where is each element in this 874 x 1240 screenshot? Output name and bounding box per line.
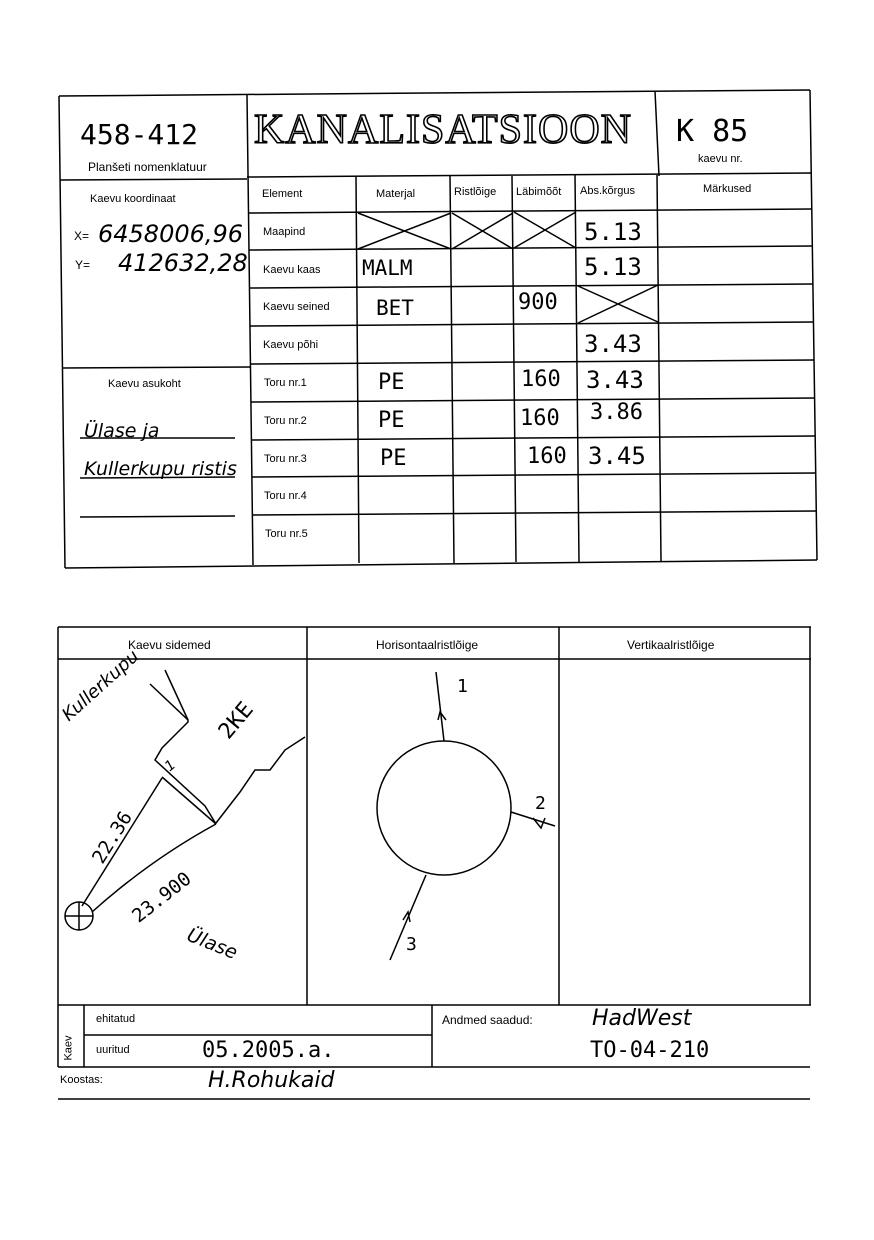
row-element: Kaevu põhi xyxy=(263,339,319,351)
built-label: ehitatud xyxy=(96,1013,136,1025)
row-material: BET xyxy=(376,296,414,320)
surveyed-label: uuritud xyxy=(96,1044,130,1056)
ties-label: Kaevu sidemed xyxy=(128,638,211,652)
location-line-1: Ülase ja Kullerkupu ristis xyxy=(84,420,237,480)
row-material: PE xyxy=(378,370,405,395)
pipe-number: 1 xyxy=(457,676,468,697)
col-header-cross-section: Ristlõige xyxy=(454,186,497,198)
data-source-reference: TO-04-210 xyxy=(590,1038,710,1063)
row-height: 3.86 xyxy=(590,400,643,425)
distance-2: 23.900 xyxy=(128,867,196,928)
row-element: Toru nr.1 xyxy=(264,377,307,389)
col-header-material: Materjal xyxy=(376,188,416,200)
row-diameter: 160 xyxy=(527,444,567,469)
vertical-section-label: Vertikaalristlõige xyxy=(627,638,715,652)
row-height: 5.13 xyxy=(584,253,642,281)
row-element: Toru nr.4 xyxy=(264,490,307,502)
row-diameter: 900 xyxy=(518,290,558,315)
coordinates-label: Kaevu koordinaat xyxy=(90,193,176,205)
y-label: Y= xyxy=(75,258,91,272)
row-element: Kaevu kaas xyxy=(263,264,321,276)
street-name-kullerkupu: Kullerkupu xyxy=(58,645,144,726)
horizontal-section-label: Horisontaalristlõige xyxy=(376,638,479,652)
col-header-notes: Märkused xyxy=(703,183,752,195)
y-value: 412632,28 xyxy=(118,249,248,277)
row-height: 3.43 xyxy=(586,366,644,394)
well-label: Kaev xyxy=(62,1035,75,1061)
x-label: X= xyxy=(74,229,90,243)
data-source-label: Andmed saadud: xyxy=(442,1013,533,1027)
col-header-diameter: Läbimõõt xyxy=(516,186,562,198)
row-element: Toru nr.3 xyxy=(264,453,307,465)
well-number-value: K 85 xyxy=(676,114,749,149)
pipe-number: 2 xyxy=(535,793,546,814)
page-title: KANALISATSIOON xyxy=(254,107,632,153)
distance-1: 22.36 xyxy=(88,807,137,868)
street-name-ulase: Ülase xyxy=(183,924,241,965)
well-number-label: kaevu nr. xyxy=(698,153,743,165)
row-material: PE xyxy=(378,408,405,433)
nomenclature-value: 458-412 xyxy=(80,118,199,151)
horizontal-section-drawing xyxy=(377,672,555,960)
row-height: 5.13 xyxy=(584,218,642,246)
row-height: 3.45 xyxy=(588,442,646,470)
sketch-mark: 1 xyxy=(161,757,180,775)
data-source-value: HadWest xyxy=(592,1006,692,1031)
row-element: Toru nr.2 xyxy=(264,415,307,427)
row-diameter: 160 xyxy=(521,367,561,392)
author-label: Koostas: xyxy=(60,1074,103,1086)
location-label: Kaevu asukoht xyxy=(108,378,181,390)
nomenclature-label: Planšeti nomenklatuur xyxy=(88,160,207,174)
row-height: 3.43 xyxy=(584,330,642,358)
row-element: Kaevu seined xyxy=(263,301,330,313)
row-element: Toru nr.5 xyxy=(265,528,308,540)
author-value: H.Rohukaid xyxy=(208,1068,335,1093)
pipe-number: 3 xyxy=(406,934,417,955)
building-label: 2KE xyxy=(214,697,259,745)
surveyed-value: 05.2005.a. xyxy=(202,1038,335,1063)
col-header-abs-height: Abs.kõrgus xyxy=(580,185,636,197)
row-element: Maapind xyxy=(263,226,306,238)
x-value: 6458006,96 xyxy=(98,220,244,248)
col-header-element: Element xyxy=(262,188,303,200)
row-material: PE xyxy=(380,446,407,471)
row-diameter: 160 xyxy=(520,406,560,431)
row-material: MALM xyxy=(362,256,413,280)
